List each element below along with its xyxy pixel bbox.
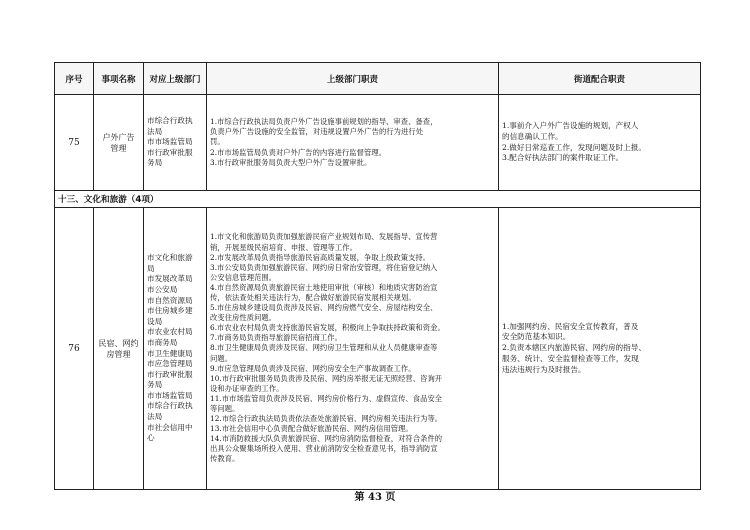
text-line: 1.加强网约房、民宿安全宣传教育，普及: [502, 321, 639, 331]
text-line: 务局: [147, 380, 163, 390]
item-name: [94, 208, 144, 490]
text-line: 4.市自然资源局负责旅游民宿土地使用审批（审核）和地质灾害防治宣: [210, 282, 438, 292]
text-line: 市自然资源局: [147, 295, 193, 305]
text-line: 8.市卫生健康局负责涉及民宿、网约房卫生管理和从业人员健康审查等: [210, 343, 438, 353]
text-line: 传，依法查处相关违法行为，配合做好旅游民宿发展相关规划。: [210, 292, 416, 302]
text-line: 市行政审批服: [147, 369, 193, 379]
text-line: 12.市综合行政执法局负责依法查处旅游民宿、网约房相关违法行为等。: [210, 414, 443, 424]
text-line: 传教育。: [210, 454, 240, 464]
text-line: 2.负责本辖区内旅游民宿、网约房的指导、: [502, 343, 646, 353]
text-line: 市卫生健康局: [147, 348, 193, 358]
text-line: 3.市公安局负责加强旅游民宿、网约房日常治安管理，将住宿登记纳入: [210, 262, 438, 272]
text-line: 设局: [147, 316, 163, 326]
text-line: 3.市行政审批服务局负责大型户外广告设置审批。: [210, 157, 372, 167]
text-line: 法局: [147, 126, 163, 136]
text-line: 9.市应急管理局负责涉及民宿、网约房安全生产事故调查工作。: [210, 363, 416, 373]
header-superior-dept: 对应上级部门: [144, 63, 207, 95]
text-line: 市综合行政执: [147, 401, 193, 411]
text-line: 市行政审批服: [147, 147, 193, 157]
text-line: 2.市发展改革局负责指导旅游民宿高质量发展，争取上级政策支持。: [210, 252, 431, 262]
text-line: 安全防范基本知识。: [502, 332, 571, 342]
text-line: 市市场监管局: [147, 137, 193, 147]
header-row: [55, 63, 701, 95]
text-line: 罚。: [210, 137, 225, 147]
text-line: 民宿、网约: [98, 338, 139, 348]
header-superior-duties: 上级部门职责: [207, 63, 499, 95]
text-line: 法局: [147, 412, 163, 422]
section-row: [55, 191, 701, 208]
table-row-76: [55, 208, 701, 490]
text-line: 户外广告: [102, 132, 135, 142]
text-line: 心: [147, 433, 155, 443]
text-line: 房管理: [106, 349, 131, 359]
text-line: 服务、统计、安全监督检查等工作，发现: [502, 353, 639, 363]
text-line: 的信息确认工作。: [502, 131, 563, 141]
text-line: 市社会信用中: [147, 422, 193, 432]
text-line: 公安信息管理范围。: [210, 272, 277, 282]
text-line: 6.市农业农村局负责支持旅游民宿发展，积极向上争取扶持政策和资金。: [210, 323, 445, 333]
text-line: 市商务局: [147, 337, 178, 347]
text-line: 设和办证审查的工作。: [210, 383, 284, 393]
table-row-75: [55, 95, 701, 191]
page-number: 第 43 页: [354, 492, 396, 503]
text-line: 局: [147, 263, 155, 273]
text-line: 7.市商务局负责指导旅游民宿招商工作。: [210, 333, 342, 343]
text-line: 违法违规行为及时报告。: [502, 364, 586, 374]
row-number: 75: [55, 95, 94, 191]
text-line: 10.市行政审批服务局负责涉及民宿、网约房举报无证无照经营、咨询开: [210, 373, 443, 383]
dept-list: [144, 208, 207, 490]
text-line: 市市场监管局: [147, 390, 193, 400]
header-street-coop: 街道配合职责: [499, 63, 701, 95]
text-line: 改变住房性质问题。: [210, 313, 277, 323]
text-line: 市公安局: [147, 284, 178, 294]
text-line: 市住房城乡建: [147, 306, 193, 316]
text-line: 市综合行政执: [147, 116, 193, 126]
text-line: 问题。: [210, 353, 233, 363]
duty-list: [207, 95, 499, 191]
text-line: 销，开展星级民宿培育、申报、管理等工作。: [210, 242, 357, 252]
responsibility-table: [54, 62, 701, 490]
text-line: 市文化和旅游: [147, 253, 193, 263]
text-line: 1.事前介入户外广告设施的规划，产权人: [502, 120, 639, 130]
text-line: 务局: [147, 158, 163, 168]
item-name: [94, 95, 144, 191]
text-line: 2.做好日常巡查工作，发现问题及时上报。: [502, 142, 646, 152]
header-no: 序号: [55, 63, 94, 95]
text-line: 2.市市场监管局负责对户外广告的内容进行监督管理。: [210, 147, 387, 157]
text-line: 负责户外广告设施的安全监管，对违规设置户外广告的行为进行处: [210, 127, 424, 137]
text-line: 管理: [110, 143, 127, 153]
text-line: 市应急管理局: [147, 359, 193, 369]
text-line: 1.市文化和旅游局负责加强旅游民宿产业规划布局、发展指导、宣传营: [210, 232, 438, 242]
header-item-name: 事项名称: [94, 63, 144, 95]
text-line: 市发展改革局: [147, 274, 193, 284]
text-line: 等问题。: [210, 404, 240, 414]
row-number: 76: [55, 208, 94, 490]
text-line: 11.市市场监管局负责涉及民宿、网约房价格行为、虚假宣传、食品安全: [210, 393, 443, 403]
dept-list: [144, 95, 207, 191]
text-line: 5.市住房城乡建设局负责涉及民宿、网约房燃气安全、房屋结构安全、: [210, 303, 438, 313]
text-line: 1.市综合行政执法局负责户外广告设施事前规划的指导、审查、备查，: [210, 117, 438, 127]
text-line: 3.配合好执法部门的案件取证工作。: [502, 153, 624, 163]
coop-list: [499, 208, 701, 490]
duty-list: [207, 208, 499, 490]
coop-list: [499, 95, 701, 191]
section-title: 十三、文化和旅游（4项）: [55, 191, 701, 208]
text-line: 13.市社会信用中心负责配合做好旅游民宿、网约房信用管理。: [210, 424, 413, 434]
text-line: 市农业农村局: [147, 327, 193, 337]
text-line: 出具公众聚集场所投入使用、营业前消防安全检查意见书，指导消防宣: [210, 444, 438, 454]
text-line: 14.市消防救援大队负责旅游民宿、网约房消防监督检查，对符合条件的: [210, 434, 443, 444]
